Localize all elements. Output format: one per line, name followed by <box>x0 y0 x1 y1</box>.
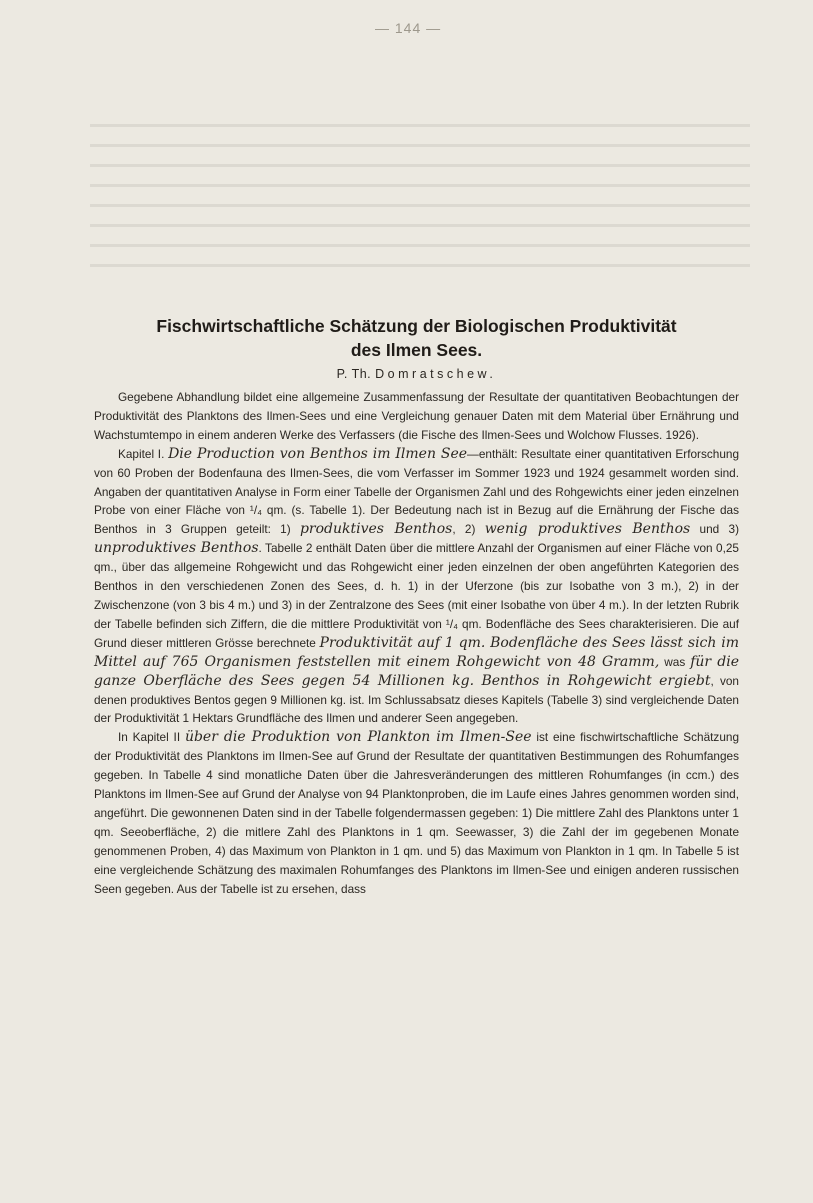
paragraph-intro: Gegebene Abhandlung bildet eine allgemeine Zusammenfassung der Resultate der quantitativen Beobachtungen der Produktivität des Planktons des Ilmen-Sees und eine Vergleichung genauer Daten mit dem Material über Ernährung und Wachstumtempo in einem anderen Werke des Verfassers (die Fische des Ilmen-Sees und Wolchow Flusses. 1926). <box>94 390 739 442</box>
emphasis-text: produktives Benthos <box>299 521 453 538</box>
paragraph-chapter-2 <box>94 728 739 898</box>
text-run: ist eine fischwirtschaftliche Schätzung der Produktivität des Planktons im Ilmen-See auf Grund der Resultate der quantitativen Bestimmungen des Rohumfanges gegeben. In Tabelle 4 sind monatliche Daten über die Jahresveränderungen des mittleren Rohumfanges (in ccm.) des Planktons im Ilmen-See auf Grund der Analyse von 94 Planktonproben, die im Laufe eines Jahres genommen worden sind, angeführt. Die gewonnenen Daten sind in der Tabelle folgendermassen gegeben: 1) Die mittlere Zahl des Planktons unter 1 qm. Seeoberfläche, 2) die mitlere Zahl des Planktons in 1 qm. Seewasser, 3) die Zahl der im gegebenen Monate genommenen Proben, 4) das Maximum von Plankton in 1 qm. und 5) das Maximum von Plankton in 1 qm. In Tabelle 5 ist eine vergleichende Schätzung des maximalen Rohumfanges des Planktons im Ilmen-See und einigen anderen russischen Seen gegeben. Aus der Tabelle ist zu ersehen, dass <box>94 730 740 896</box>
text-run: und 3) <box>690 522 739 537</box>
emphasis-text: wenig produktives Benthos <box>484 521 691 538</box>
author-initials: P. Th. <box>336 367 372 381</box>
author-line <box>94 364 739 384</box>
chapter-1-title: Die Production von Benthos im Ilmen See <box>168 445 468 462</box>
text-run: —enthält: Resultate einer quantitativen Erforschung von 60 Proben der Bodenfauna des Ilmen-Sees, die vom Verfasser im Sommer 1923 und 1924 gesammelt worden sind. Angaben der quantitativen Analyse in Form einer Tabelle der Organismen Zahl und des Rohgewichts einer jeden einzelnen Probe von einer Fläche von ¹/₄ qm. (s. Tabelle 1). Der Bedeutung nach ist in Bezug auf die Ernährung der Fische das Benthos in 3 Gruppen geteilt: 1) <box>94 446 739 537</box>
emphasis-text: unproduktives Benthos <box>94 540 259 557</box>
title-line-1: Fischwirtschaftliche Schätzung der Biologischen Produktivität <box>156 316 677 336</box>
emphasis-text: für die ganze Oberfläche des Sees gegen 54 Millionen kg. Benthos in Rohgewicht ergiebt <box>94 653 740 689</box>
text-run: In Kapitel II <box>118 730 185 745</box>
show-through-text <box>90 115 750 275</box>
chapter-2-title: über die Produktion von Plankton im Ilmen-See <box>184 729 532 746</box>
author-name: Domratschew. <box>375 367 497 381</box>
text-run: . Tabelle 2 enthält Daten über die mittlere Anzahl der Organismen auf einer Fläche von 0,25 qm., über das allgemeine Rohgewicht und das Rohgewicht einer jeden einzelnen der oben angeführten Kategorien des Benthos in den verschiedenen Zonen des Sees, d. h. 1) in der Uferzone (bis zur Isobathe von 3 m.), 2) in der Zwischenzone (von 3 bis 4 m.) und 3) in der Zentralzone des Sees (mit einer Isobathe von über 4 m.). In der letzten Rubrik der Tabelle befinden sich Ziffern, die die mittlere Produktivität von ¹/₄ qm. Bodenfläche des Sees charakterisieren. Die auf Grund dieser mittleren Grösse berechnete <box>94 541 739 650</box>
paragraph-chapter-1 <box>94 445 739 729</box>
text-run: was <box>659 654 691 669</box>
emphasis-text: Produktivität auf 1 qm. Bodenfläche des Sees lässt sich im Mittel auf 765 Organismen feststellen mit einem Rohgewicht von 48 Gramm, <box>94 634 740 670</box>
article <box>94 314 739 898</box>
title-line-2: des Ilmen Sees. <box>350 340 483 360</box>
article-title <box>94 314 739 362</box>
page-number: — 144 — <box>375 20 442 36</box>
text-run: , von denen produktives Bentos gegen 9 Millionen kg. ist. Im Schlussabsatz dieses Kapitels (Tabelle 3) sind vergleichende Daten der Produktivität 1 Hektars Grundfläche des Ilmen und anderer Seen angegeben. <box>94 673 739 726</box>
text-run: , 2) <box>452 522 485 537</box>
text-run: Kapitel I. <box>118 446 169 461</box>
